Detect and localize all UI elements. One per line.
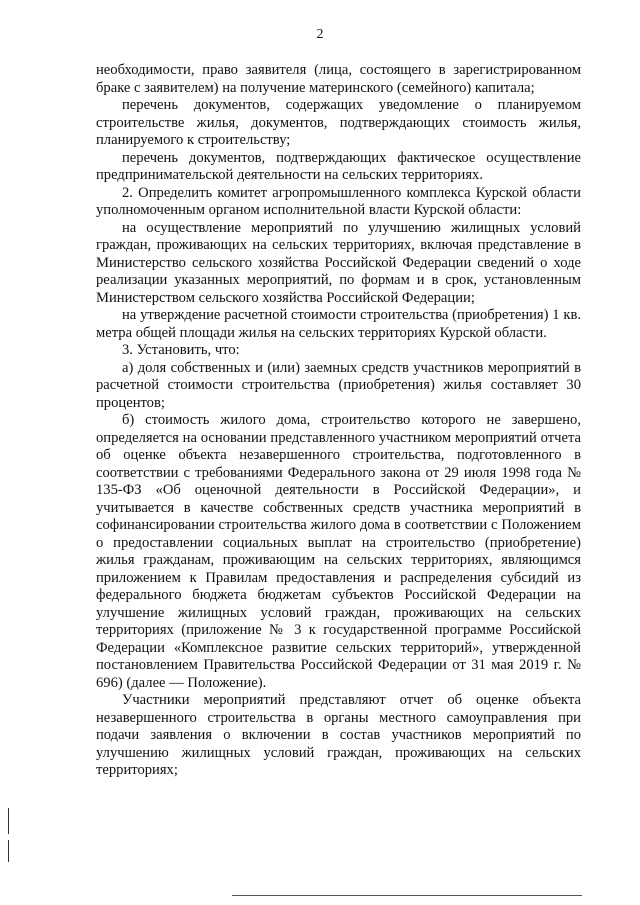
- paragraph-item-3a: а) доля собственных и (или) заемных средств участников мероприятий в расчетной стоимости строительства (приобретения) жилья составляет 30 процентов;: [96, 359, 581, 411]
- document-body: [96, 62, 581, 780]
- margin-mark-top: [8, 808, 9, 834]
- paragraph-item-2-cost: на утверждение расчетной стоимости строительства (приобретения) 1 кв. метра общей площади жилья на сельских территориях Курской области.: [96, 307, 581, 341]
- paragraph-construction-notice-list: перечень документов, содержащих уведомление о планируемом строительстве жилья, документов, подтверждающих стоимость жилья, планируемого к строительству;: [96, 97, 581, 148]
- paragraph-business-activity-list: перечень документов, подтверждающих фактическое осуществление предпринимательской деятельности на сельских территориях.: [96, 149, 581, 183]
- paragraph-participants-report: Участники мероприятий представляют отчет об оценке объекта незавершенного строительства в органы местного самоуправления при подачи заявления о включении в состав участников мероприятий по улучшению жилищных условий граждан, проживающих на сельских территориях;: [96, 692, 581, 778]
- bottom-rule: [232, 895, 582, 896]
- paragraph-item-3: 3. Установить, что:: [122, 342, 240, 358]
- margin-mark-bottom: [8, 840, 9, 862]
- paragraph-item-2: 2. Определить комитет агропромышленного комплекса Курской области уполномоченным органом исполнительной власти Курской области:: [96, 184, 581, 218]
- paragraph-continuation: необходимости, право заявителя (лица, состоящего в зарегистрированном браке с заявителем) на получение материнского (семейного) капитала;: [96, 62, 581, 96]
- paragraph-item-2-housing: на осуществление мероприятий по улучшению жилищных условий граждан, проживающих на сельских территориях, включая представление в Министерство сельского хозяйства Российской Федерации сведений о ходе реализации указанных мероприятий, по формам и в срок, установленным Министерством сельского хозяйства Российской Федерации;: [96, 219, 581, 306]
- paragraph-item-3b: б) стоимость жилого дома, строительство которого не завершено, определяется на основании представленного участником мероприятий отчета об оценке объекта незавершенного строительства, подготовленного в соответствии с требованиями Федерального закона от 29 июля 1998 года № 135-ФЗ «Об оценочной деятельности в Российской Федерации», и учитывается в качестве собственных средств участника мероприятий в софинансировании строительства жилого дома в соответствии с Положением о предоставлении социальных выплат на строительство (приобретение) жилья гражданам, проживающим на сельских территориях, являющимся приложением к Правилам предоставления и распределения субсидий из федерального бюджета бюджетам субъектов Российской Федерации на улучшение жилищных условий граждан, проживающих на сельских территориях (приложение № 3 к государственной программе Российской Федерации «Комплексное развитие сельских территорий», утвержденной постановлением Правительства Российской Федерации от 31 мая 2019 г. № 696) (далее — Положение).: [96, 412, 581, 691]
- page-number: 2: [316, 27, 324, 42]
